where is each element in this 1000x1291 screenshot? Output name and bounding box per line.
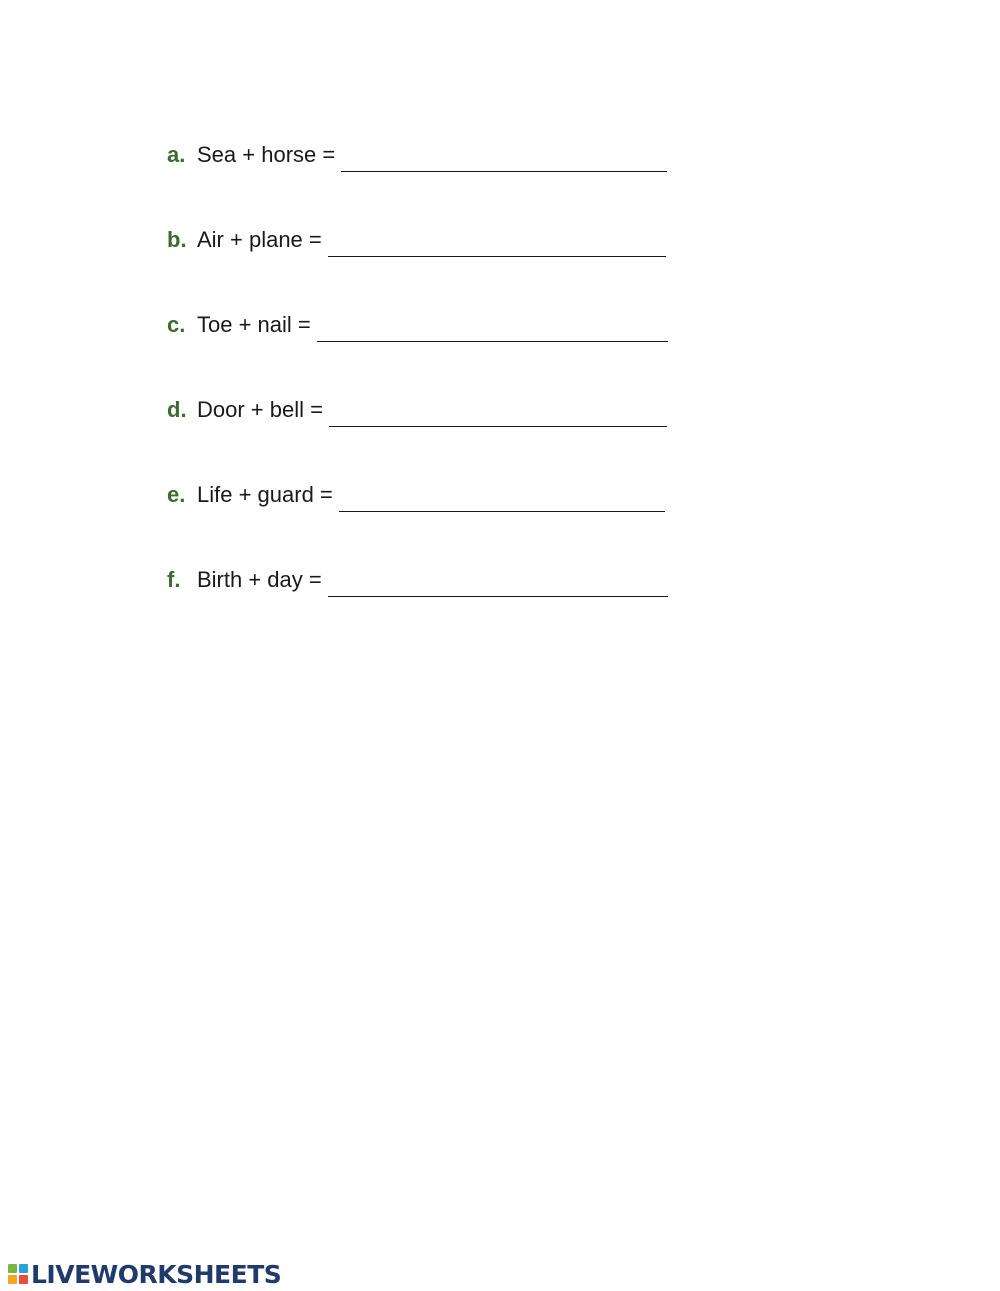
answer-input-e[interactable] <box>339 489 665 512</box>
item-letter: f. <box>167 567 181 592</box>
item-letter: b. <box>167 227 187 252</box>
item-letter: c. <box>167 312 186 337</box>
logo-text: LIVEWORKSHEETS <box>31 1259 282 1289</box>
answer-input-f[interactable] <box>328 574 668 597</box>
answer-input-a[interactable] <box>341 149 667 172</box>
exercise-item-e <box>167 482 665 512</box>
exercise-item-f <box>167 567 668 597</box>
item-prompt: Door + bell = <box>197 397 323 422</box>
answer-input-d[interactable] <box>329 404 667 427</box>
exercise-item-b <box>167 227 666 257</box>
answer-input-c[interactable] <box>317 319 668 342</box>
item-prompt: Air + plane = <box>197 227 322 252</box>
exercise-item-d <box>167 397 667 427</box>
item-letter: e. <box>167 482 186 507</box>
item-prompt: Toe + nail = <box>197 312 311 337</box>
logo-mark-icon <box>8 1264 28 1284</box>
answer-input-b[interactable] <box>328 234 666 257</box>
item-prompt: Life + guard = <box>197 482 333 507</box>
exercise-item-a <box>167 142 667 172</box>
item-prompt: Sea + horse = <box>197 142 336 167</box>
item-letter: d. <box>167 397 187 422</box>
item-letter: a. <box>167 142 186 167</box>
liveworksheets-logo <box>8 1260 281 1288</box>
exercise-item-c <box>167 312 668 342</box>
item-prompt: Birth + day = <box>197 567 322 592</box>
